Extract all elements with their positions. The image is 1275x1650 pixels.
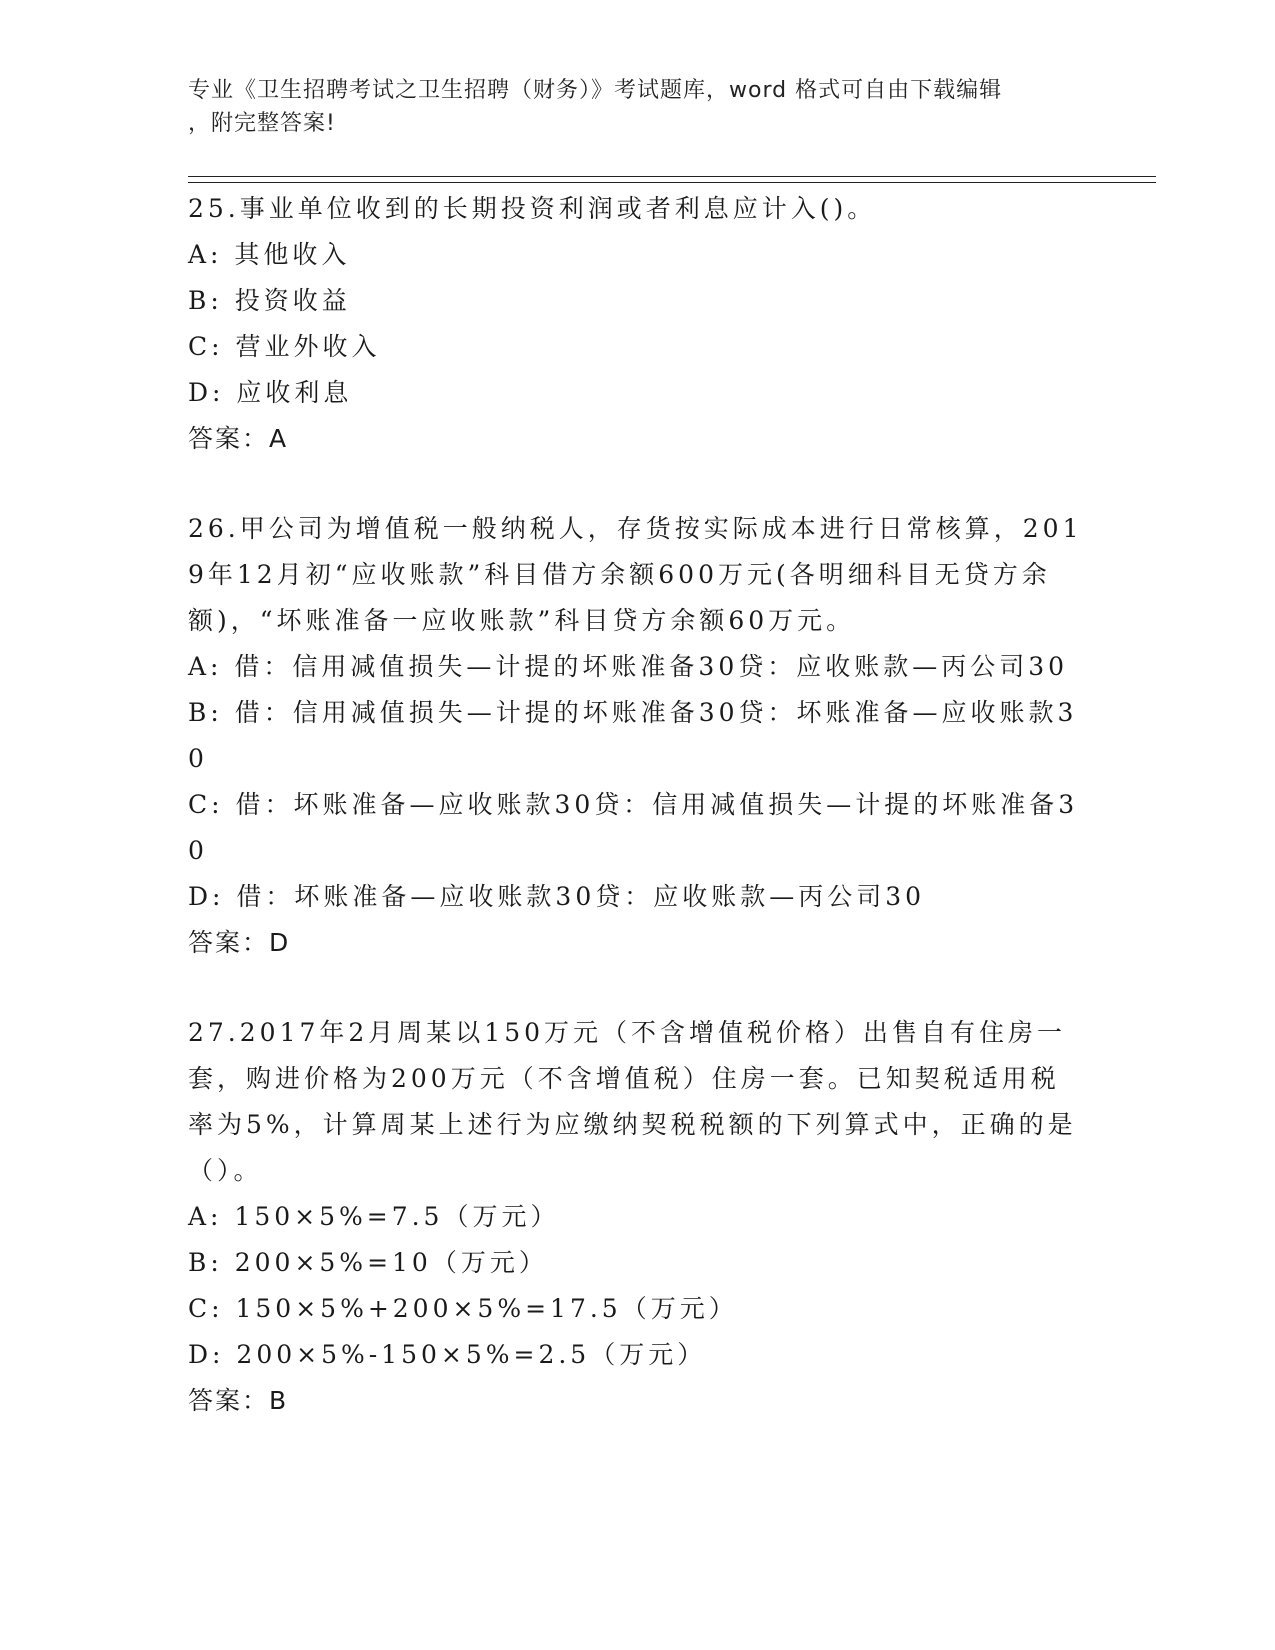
header-line-2: ，附完整答案! <box>188 111 336 136</box>
question-25 <box>188 186 1088 462</box>
header-divider-bottom <box>188 182 1156 183</box>
option-d: D: 借：坏账准备—应收账款30贷：应收账款—丙公司30 <box>188 882 926 911</box>
option-c: C: 营业外收入 <box>188 332 381 361</box>
answer-label: 答案：A <box>188 424 289 453</box>
document-header <box>188 74 1068 140</box>
question-27 <box>188 1010 1088 1424</box>
option-b: B: 200×5%=10（万元） <box>188 1248 548 1277</box>
question-list <box>188 186 1088 1468</box>
question-stem: 25.事业单位收到的长期投资利润或者利息应计入()。 <box>188 194 877 223</box>
option-b: B: 投资收益 <box>188 286 351 315</box>
option-a: A: 其他收入 <box>188 240 351 269</box>
header-divider-top <box>188 176 1156 177</box>
option-d: D: 200×5%-150×5%=2.5（万元） <box>188 1340 707 1369</box>
option-c: C: 借：坏账准备—应收账款30贷：信用减值损失—计提的坏账准备30 <box>188 790 1079 865</box>
question-stem: 27.2017年2月周某以150万元（不含增值税价格）出售自有住房一套，购进价格为200万元（不含增值税）住房一套。已知契税适用税率为5%，计算周某上述行为应缴纳契税税额的下列算式中，正确的是（）。 <box>188 1018 1077 1185</box>
answer-label: 答案：D <box>188 928 291 957</box>
answer-label: 答案：B <box>188 1386 289 1415</box>
question-26 <box>188 506 1088 966</box>
option-b: B: 借：信用减值损失—计提的坏账准备30贷：坏账准备—应收账款30 <box>188 698 1078 773</box>
option-d: D: 应收利息 <box>188 378 353 407</box>
option-a: A: 150×5%=7.5（万元） <box>188 1202 560 1231</box>
question-stem: 26.甲公司为增值税一般纳税人，存货按实际成本进行日常核算，2019年12月初“应收账款”科目借方余额600万元(各明细科目无贷方余额)，“坏账准备一应收账款”科目贷方余额60万元。 <box>188 514 1083 635</box>
option-c: C: 150×5%+200×5%=17.5（万元） <box>188 1294 738 1323</box>
option-a: A: 借：信用减值损失—计提的坏账准备30贷：应收账款—丙公司30 <box>188 652 1069 681</box>
header-line-1: 专业《卫生招聘考试之卫生招聘（财务）》考试题库，word 格式可自由下载编辑 <box>188 78 1003 103</box>
